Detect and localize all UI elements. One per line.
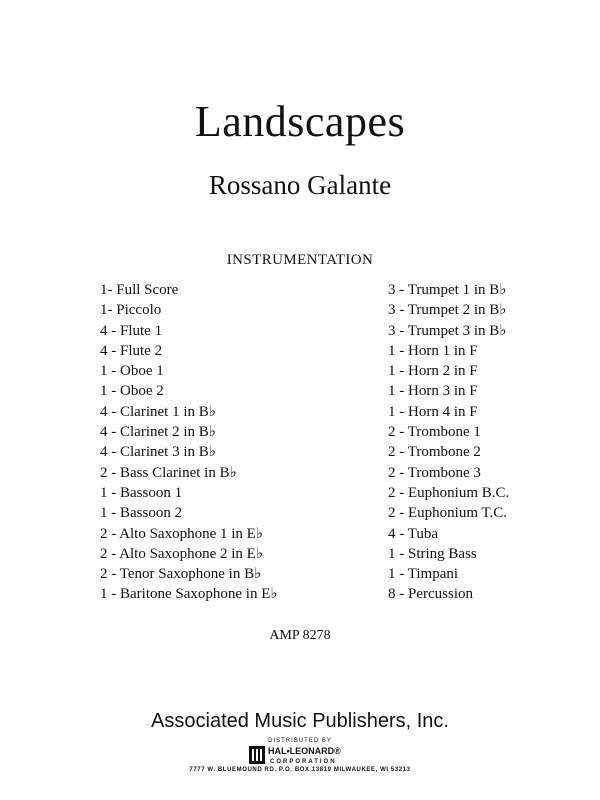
instrument-item: 3 - Trumpet 2 in B♭ (388, 302, 507, 319)
instrument-item: 4 - Clarinet 2 in B♭ (100, 424, 216, 441)
instrument-item: 2 - Trombone 1 (388, 424, 481, 441)
instrument-item: 1 - Baritone Saxophone in E♭ (100, 586, 278, 603)
instrument-item: 2 - Alto Saxophone 1 in E♭ (100, 525, 263, 542)
instrument-item: 2 - Trombone 2 (388, 444, 481, 461)
instrument-item: 1 - String Bass (388, 545, 477, 562)
instrument-item: 1 - Horn 2 in F (388, 363, 478, 380)
instrument-item: 4 - Flute 1 (100, 322, 163, 339)
publisher-name: Associated Music Publishers, Inc. (151, 710, 449, 732)
instrument-item: 1 - Oboe 1 (100, 363, 164, 380)
instrument-item: 2 - Euphonium B.C. (388, 484, 510, 501)
distributed-by-label: DISTRIBUTED BY (268, 738, 332, 744)
instrument-item: 1 - Oboe 2 (100, 383, 164, 400)
instrument-item: 2 - Bass Clarinet in B♭ (100, 464, 237, 481)
instrument-list-right (388, 280, 509, 605)
instrument-item: 1 - Bassoon 2 (100, 505, 183, 522)
instrumentation-heading: INSTRUMENTATION (226, 252, 374, 268)
instrument-item: 2 - Tenor Saxophone in B♭ (100, 566, 262, 583)
instrument-item: 1 - Horn 1 in F (388, 342, 478, 359)
hal-leonard-emblem (249, 746, 265, 764)
instrument-item: 3 - Trumpet 3 in B♭ (388, 322, 507, 339)
instrument-item: 1 - Timpani (388, 566, 459, 583)
instrument-item: 4 - Clarinet 1 in B♭ (100, 403, 216, 420)
distributor-name: HAL•LEONARD® (268, 746, 341, 756)
instrument-item: 1 - Horn 4 in F (388, 403, 478, 420)
instrument-list-left (100, 280, 277, 605)
instrument-item: 3 - Trumpet 1 in B♭ (388, 282, 507, 298)
composer-name: Rossano Galante (208, 170, 392, 200)
instrument-item: 1- Piccolo (100, 302, 162, 319)
catalog-number: AMP 8278 (269, 628, 331, 643)
instrument-item: 2 - Trombone 3 (388, 464, 481, 481)
instrument-item: 4 - Tuba (388, 525, 439, 542)
hal-leonard-logo (248, 744, 358, 766)
instrument-item: 1- Full Score (100, 282, 179, 298)
instrument-item: 1 - Bassoon 1 (100, 484, 183, 501)
instrument-item: 8 - Percussion (388, 586, 473, 603)
instrument-item: 2 - Alto Saxophone 2 in E♭ (100, 545, 263, 562)
distributor-address: 7777 W. BLUEMOUND RD. P.O. BOX 13819 MILWAUKEE, WI 53213 (189, 767, 411, 773)
instrument-item: 4 - Flute 2 (100, 342, 163, 359)
distributor-corporation: CORPORATION (270, 759, 337, 765)
instrument-item: 1 - Horn 3 in F (388, 383, 478, 400)
instrument-item: 2 - Euphonium T.C. (388, 505, 508, 522)
score-title: Landscapes (194, 97, 406, 146)
instrument-item: 4 - Clarinet 3 in B♭ (100, 444, 216, 461)
